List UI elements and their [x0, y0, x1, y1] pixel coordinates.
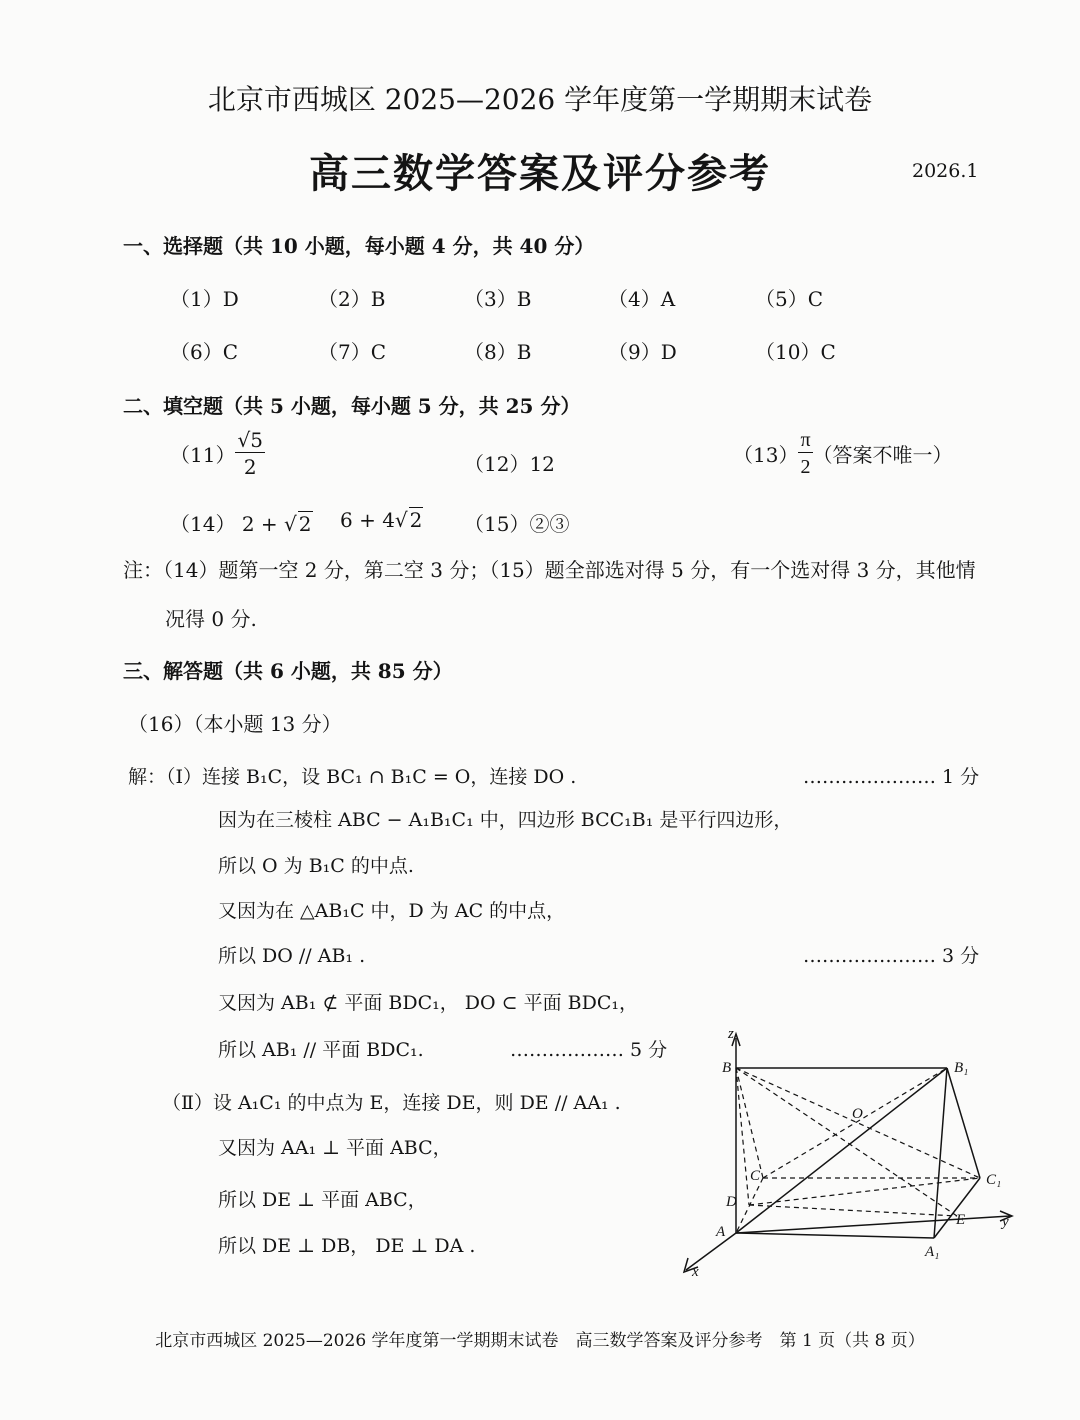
- edge-B1A1: [934, 1068, 947, 1238]
- label-y: y: [1002, 1214, 1009, 1230]
- solution-line: 又因为 AA₁ ⊥ 平面 ABC，: [218, 1137, 452, 1159]
- edge-AA1: [736, 1233, 934, 1238]
- mc-answer-3: （3）B: [464, 287, 532, 311]
- label-z: z: [728, 1026, 734, 1042]
- label-D: D: [726, 1194, 737, 1210]
- section1-heading: 一、选择题（共 10 小题，每小题 4 分，共 40 分）: [123, 234, 595, 258]
- label-C1: C₁: [986, 1172, 1002, 1188]
- segment-DC1: [749, 1178, 980, 1205]
- mc-answer-2: （2）B: [318, 287, 386, 311]
- mc-answer-5: （5）C: [755, 287, 824, 311]
- solution-line: 又因为 AB₁ ⊄ 平面 BDC₁， DO ⊂ 平面 BDC₁，: [218, 992, 638, 1014]
- section3-heading: 三、解答题（共 6 小题，共 85 分）: [123, 659, 453, 683]
- segment-BE: [736, 1068, 957, 1216]
- solution-line: （Ⅱ）设 A₁C₁ 的中点为 E，连接 DE，则 DE // AA₁ .: [162, 1092, 621, 1114]
- score-marker: ………………… 3 分: [803, 945, 980, 967]
- fill-14-ans2: 6 + 4√ 2: [340, 508, 423, 532]
- mc-answer-6: （6）C: [170, 340, 239, 364]
- mc-answer-10: （10）C: [755, 340, 836, 364]
- fill-note-13: （答案不唯一）: [812, 443, 953, 467]
- prism-coordinate-figure: [670, 1020, 1030, 1290]
- mc-answer-1: （1）D: [170, 287, 239, 311]
- fill-label-11: （11）: [170, 443, 236, 467]
- label-E: E: [956, 1212, 966, 1228]
- fill-answer-12: （12）12: [464, 452, 555, 476]
- fill-label-14: （14）: [170, 512, 236, 536]
- solution-line: 因为在三棱柱 ABC − A₁B₁C₁ 中，四边形 BCC₁B₁ 是平行四边形，: [218, 809, 793, 831]
- mc-answer-7: （7）C: [318, 340, 387, 364]
- label-O: O: [852, 1106, 863, 1122]
- fraction-pi-over-2: $\frac{\pi}{2}$: [800, 429, 811, 478]
- mc-answer-4: （4）A: [608, 287, 676, 311]
- edge-A1C1: [934, 1178, 980, 1238]
- score-marker: ………………… 1 分: [803, 766, 980, 788]
- label-B1: B₁: [954, 1060, 969, 1076]
- fill-answer-14: [170, 508, 313, 537]
- label-C: C: [750, 1168, 761, 1184]
- solution-line: 所以 DE ⊥ DB， DE ⊥ DA .: [218, 1235, 476, 1257]
- solution-line: 又因为在 △AB₁C 中，D 为 AC 的中点，: [218, 900, 566, 922]
- label-A1: A₁: [925, 1244, 940, 1260]
- label-A: A: [716, 1224, 726, 1240]
- edge-BC: [736, 1068, 763, 1178]
- y-axis: [736, 1216, 1010, 1233]
- solution-line: 所以 O 为 B₁C 的中点.: [218, 855, 414, 877]
- page-footer: 北京市西城区 2025—2026 学年度第一学期期末试卷 高三数学答案及评分参考 第 1 页（共 8 页）: [155, 1331, 925, 1351]
- page-title: 高三数学答案及评分参考: [309, 150, 771, 197]
- solution-line: 所以 AB₁ // 平面 BDC₁.: [218, 1039, 424, 1061]
- label-x: x: [692, 1264, 699, 1280]
- q16-heading: （16）（本小题 13 分）: [128, 712, 342, 736]
- segment-DE: [749, 1205, 957, 1216]
- section2-heading: 二、填空题（共 5 小题，每小题 5 分，共 25 分）: [123, 394, 581, 418]
- fill-answer-13: [733, 430, 953, 477]
- scoring-note-line1: 注：（14）题第一空 2 分，第二空 3 分；（15）题全部选对得 5 分，有一个选对得 3 分，其他情: [123, 558, 976, 582]
- edge-B1C1: [947, 1068, 980, 1178]
- fill-14-ans1: 2 + √ 2: [241, 512, 312, 536]
- solution-line: 所以 DO // AB₁ .: [218, 945, 366, 967]
- label-B: B: [722, 1060, 732, 1076]
- fraction-sqrt5-over-2: $\frac{√5}{2}$: [237, 428, 263, 479]
- mc-answer-9: （9）D: [608, 340, 677, 364]
- solution-line: 所以 DE ⊥ 平面 ABC，: [218, 1189, 427, 1211]
- fill-answer-15: （15）②③: [464, 512, 570, 536]
- segment-BD: [736, 1068, 749, 1205]
- scoring-note-line2: 况得 0 分.: [165, 607, 257, 631]
- segment-AB1: [736, 1068, 947, 1233]
- solution-line: 解：（Ⅰ）连接 B₁C，设 BC₁ ∩ B₁C = O，连接 DO .: [128, 766, 577, 788]
- fill-label-13: （13）: [733, 443, 799, 467]
- exam-date: 2026.1: [912, 160, 979, 182]
- segment-CB1: [763, 1068, 947, 1178]
- fill-answer-11: [170, 430, 265, 477]
- mc-answer-8: （8）B: [464, 340, 532, 364]
- score-marker: ……………… 5 分: [510, 1039, 668, 1061]
- exam-header: 北京市西城区 2025—2026 学年度第一学期期末试卷: [207, 83, 873, 116]
